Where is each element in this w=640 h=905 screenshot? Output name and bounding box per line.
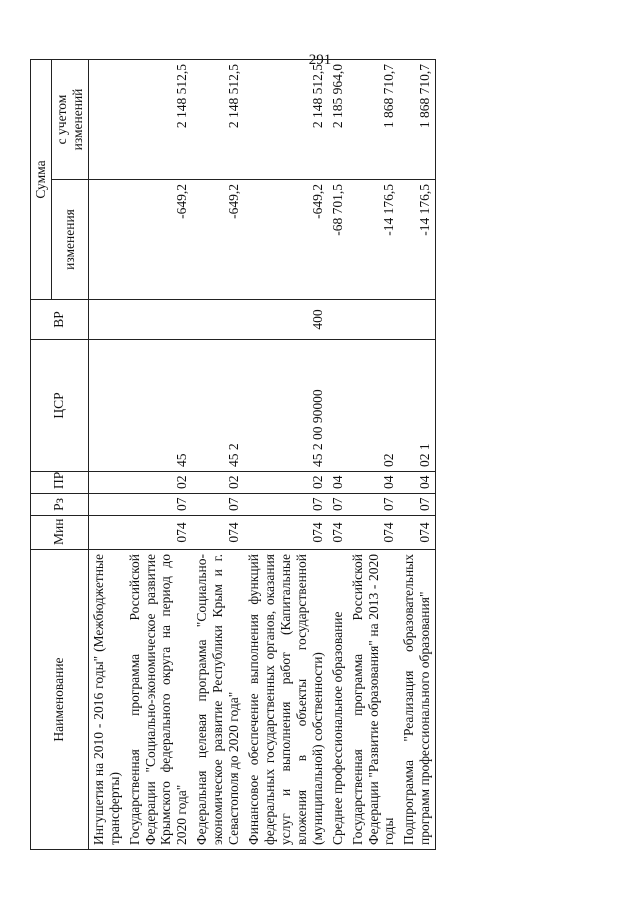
table-row [192, 59, 244, 849]
row-csr: 45 2 [192, 339, 244, 471]
header-vr: ВР [31, 299, 89, 339]
table-row [88, 59, 124, 849]
row-name: Ингушетия на 2010 - 2016 годы" (Межбюджетные трансферты) [88, 549, 124, 849]
row-min: 074 [328, 515, 348, 549]
row-name: Государственная программа Российской Федерации "Социально-экономическое развитие Крымского федерального округа на период до 2020 года" [125, 549, 193, 849]
row-total: 2 148 512,5 [244, 59, 328, 179]
page-number: 291 [308, 52, 332, 68]
row-vr: 400 [244, 299, 328, 339]
row-pr: 02 [192, 471, 244, 493]
row-name: Среднее профессиональное образование [328, 549, 348, 849]
table-row [348, 59, 400, 849]
row-min: 074 [192, 515, 244, 549]
row-min: 074 [125, 515, 193, 549]
row-rz: 07 [244, 493, 328, 515]
row-total: 1 868 710,7 [348, 59, 400, 179]
row-rz: 07 [125, 493, 193, 515]
row-pr: 04 [328, 471, 348, 493]
header-min: Мин [31, 515, 89, 549]
row-change: -14 176,5 [399, 179, 435, 299]
header-change: изменения [51, 179, 88, 299]
row-change [88, 179, 124, 299]
row-pr [88, 471, 124, 493]
row-vr [328, 299, 348, 339]
table-row [244, 59, 328, 849]
header-sum: Сумма [31, 59, 52, 299]
row-name: Финансовое обеспечение выполнения функций федеральных государственных органов, оказания услуг и выполнения работ (Капитальные вложения в объекты государственной (муниципальной) собственности) [244, 549, 328, 849]
table-row [399, 59, 435, 849]
row-change: -14 176,5 [348, 179, 400, 299]
row-total: 2 148 512,5 [125, 59, 193, 179]
row-change: -649,2 [192, 179, 244, 299]
header-rz: Рз [31, 493, 89, 515]
rotated-table-container [30, 60, 610, 850]
row-total [88, 59, 124, 179]
table-row [328, 59, 348, 849]
row-pr: 02 [125, 471, 193, 493]
row-total: 1 868 710,7 [399, 59, 435, 179]
row-vr [348, 299, 400, 339]
row-csr: 02 [348, 339, 400, 471]
row-name: Федеральная целевая программа "Социально-экономическое развитие Республики Крым и г. Севастополя до 2020 года" [192, 549, 244, 849]
row-rz: 07 [328, 493, 348, 515]
row-min: 074 [399, 515, 435, 549]
header-csr: ЦСР [31, 339, 89, 471]
row-csr: 45 [125, 339, 193, 471]
row-pr: 02 [244, 471, 328, 493]
row-pr: 04 [399, 471, 435, 493]
row-total: 2 148 512,5 [192, 59, 244, 179]
row-csr [328, 339, 348, 471]
row-min: 074 [244, 515, 328, 549]
row-min [88, 515, 124, 549]
row-vr [125, 299, 193, 339]
header-name: Наименование [31, 549, 89, 849]
row-csr: 45 2 00 90000 [244, 339, 328, 471]
row-name: Государственная программа Российской Федерации "Развитие образования" на 2013 - 2020 годы [348, 549, 400, 849]
row-vr [399, 299, 435, 339]
row-rz [88, 493, 124, 515]
row-csr: 02 1 [399, 339, 435, 471]
budget-table [30, 58, 436, 849]
row-change: -649,2 [244, 179, 328, 299]
row-change: -68 701,5 [328, 179, 348, 299]
row-rz: 07 [399, 493, 435, 515]
row-vr [192, 299, 244, 339]
row-vr [88, 299, 124, 339]
table-row [125, 59, 193, 849]
row-name: Подпрограмма "Реализация образовательных программ профессионального образования" [399, 549, 435, 849]
row-min: 074 [348, 515, 400, 549]
row-csr [88, 339, 124, 471]
row-rz: 07 [192, 493, 244, 515]
row-pr: 04 [348, 471, 400, 493]
row-change: -649,2 [125, 179, 193, 299]
header-pr: ПР [31, 471, 89, 493]
header-with-change: с учетом изменений [51, 59, 88, 179]
row-total: 2 185 964,0 [328, 59, 348, 179]
row-rz: 07 [348, 493, 400, 515]
